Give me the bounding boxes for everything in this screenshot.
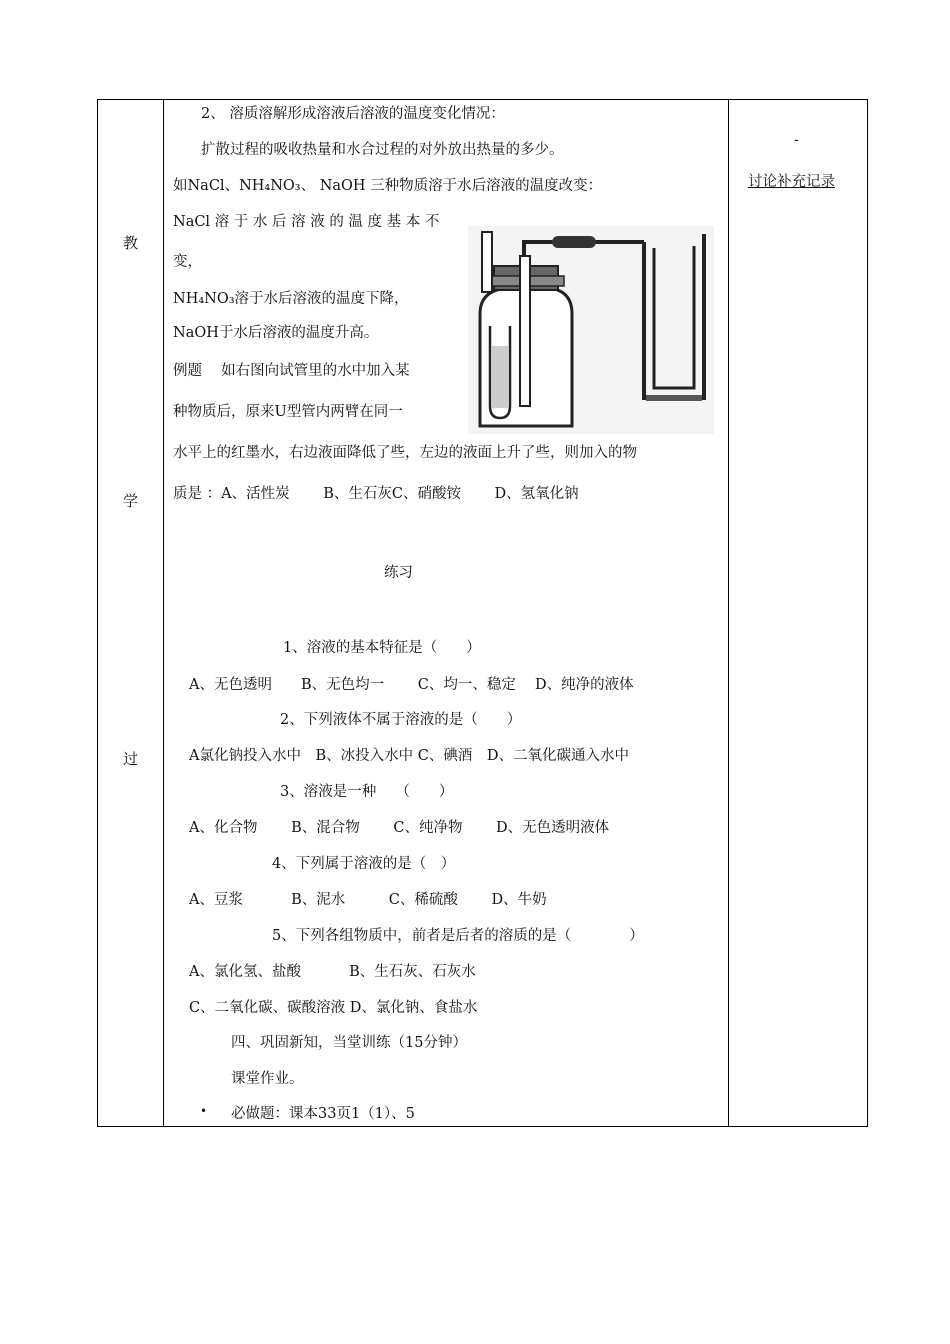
- left-label-guo: 过: [123, 750, 139, 768]
- table-left-border: [97, 99, 98, 1127]
- bullet-icon: •: [200, 1104, 208, 1118]
- question-1-options: A、无色透明 B、无色均一 C、均一、稳定 D、纯净的液体: [189, 677, 634, 693]
- text-diffusion: 扩散过程的吸收热量和水合过程的对外放出热量的多少。: [201, 142, 564, 158]
- required-homework: 必做题：课本33页1（1）、5: [231, 1106, 415, 1122]
- discussion-notes-label: 讨论补充记录: [748, 174, 835, 190]
- heading-temperature-change: 2、 溶质溶解形成溶液后溶液的温度变化情况：: [201, 106, 505, 122]
- question-2: 2、下列液体不属于溶液的是（ ）: [280, 712, 522, 728]
- example-line-1: 例题 如右图向试管里的水中加入某: [173, 363, 410, 379]
- table-bottom-border: [97, 1126, 868, 1127]
- question-5-options-1: A、氯化氢、盐酸 B、生石灰、石灰水: [189, 964, 476, 980]
- example-line-3: 水平上的红墨水，右边液面降低了些，左边的液面上升了些，则加入的物: [173, 445, 637, 461]
- text-nh4no3: NH₄NO₃溶于水后溶液的温度下降，: [173, 291, 409, 307]
- question-3: 3、溶液是一种 （ ）: [280, 784, 454, 800]
- question-2-options: A氯化钠投入水中 B、冰投入水中 C、碘酒 D、二氧化碳通入水中: [189, 748, 629, 764]
- text-nacl-2: 变，: [173, 254, 202, 270]
- homework-label: 课堂作业。: [231, 1071, 304, 1087]
- question-5: 5、下列各组物质中，前者是后者的溶质的是（ ）: [272, 928, 644, 944]
- table-divider-1: [163, 99, 164, 1127]
- question-5-options-2: C、二氧化碳、碳酸溶液 D、氯化钠、食盐水: [189, 1000, 478, 1016]
- question-4-options: A、豆浆 B、泥水 C、稀硫酸 D、牛奶: [189, 892, 547, 908]
- question-4: 4、下列属于溶液的是（ ）: [272, 856, 456, 872]
- text-naoh: NaOH于水后溶液的温度升高。: [173, 325, 379, 341]
- apparatus-diagram: [468, 226, 714, 434]
- left-label-xue: 学: [123, 492, 139, 510]
- text-nacl-1: NaCl 溶 于 水 后 溶 液 的 温 度 基 本 不: [173, 214, 440, 230]
- question-1: 1、溶液的基本特征是（ ）: [283, 640, 481, 656]
- table-right-border: [867, 99, 868, 1127]
- practice-title: 练习: [384, 565, 413, 581]
- example-line-4: 质是 ：A、活性炭 B、生石灰C、硝酸铵 D、氢氧化钠: [173, 486, 579, 502]
- table-divider-2: [728, 99, 729, 1127]
- section-4-heading: 四、巩固新知，当堂训练（15分钟）: [231, 1035, 467, 1051]
- text-examples: 如NaCl、NH₄NO₃、 NaOH 三种物质溶于水后溶液的温度改变：: [173, 178, 603, 194]
- example-line-2: 种物质后，原来U型管内两臂在同一: [173, 404, 403, 420]
- question-3-options: A、化合物 B、混合物 C、纯净物 D、无色透明液体: [189, 820, 610, 836]
- right-dash: -: [794, 132, 799, 148]
- left-label-jiao: 教: [123, 234, 139, 252]
- table-top-border: [97, 99, 868, 100]
